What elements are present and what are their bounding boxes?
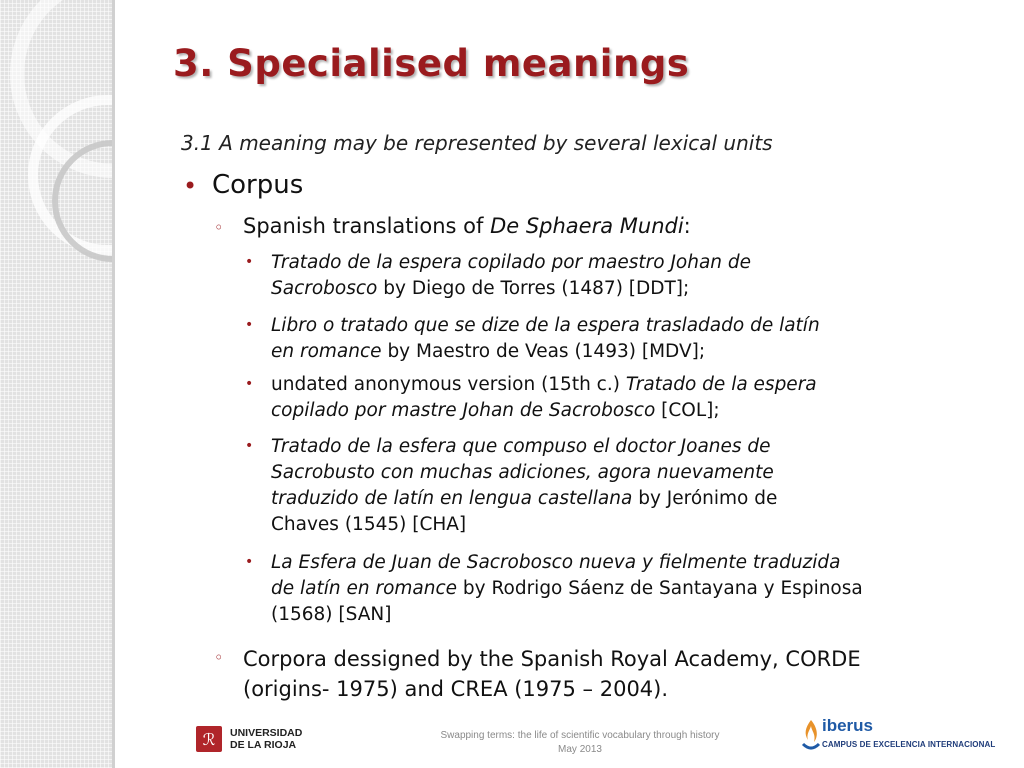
- university-name-line: DE LA RIOJA: [230, 739, 297, 751]
- subbullet-corpora: [243, 644, 861, 704]
- section-subtitle: 3.1 A meaning may be represented by several lexical units: [181, 131, 773, 155]
- item-italic: en romance: [271, 341, 382, 362]
- footer-date: May 2013: [558, 744, 602, 755]
- bullet-small: •: [245, 254, 254, 270]
- list-item: [271, 434, 777, 538]
- item-italic: Sacrobusto con muchas adiciones, agora nuevamente: [271, 462, 774, 483]
- slide-title: 3. Specialised meanings: [173, 42, 690, 85]
- item-line: [271, 276, 751, 302]
- university-name: [230, 727, 302, 751]
- item-line: [271, 486, 777, 512]
- item-italic: Tratado de la esfera que compuso el doctor Joanes de: [271, 436, 771, 457]
- item-plain: undated anonymous version (15th c.): [271, 374, 626, 395]
- item-line: [271, 372, 817, 398]
- bullet-circle: ◦: [214, 218, 224, 237]
- bullet-small: •: [245, 317, 254, 333]
- corpora-line: Corpora dessigned by the Spanish Royal Academy, CORDE: [243, 647, 861, 671]
- bullet-dot: •: [183, 172, 198, 200]
- item-italic: Tratado de la espera: [625, 374, 817, 395]
- item-plain: by Rodrigo Sáenz de Santayana y Espinosa: [457, 578, 863, 599]
- sub1-tail: :: [683, 214, 691, 238]
- item-italic: La Esfera de Juan de Sacrobosco nueva y fielmente traduzida: [271, 552, 841, 573]
- item-line: [271, 313, 820, 339]
- item-italic: copilado por mastre Johan de Sacrobosco: [271, 400, 656, 421]
- item-plain: Chaves (1545) [CHA]: [271, 514, 467, 535]
- item-line: [271, 434, 777, 460]
- item-plain: by Maestro de Veas (1493) [MDV];: [381, 341, 706, 362]
- bullet-corpus: Corpus: [212, 170, 304, 200]
- item-italic: traduzido de latín en lengua castellana: [271, 488, 633, 509]
- sub1-italic: De Sphaera Mundi: [490, 214, 684, 238]
- item-line: [271, 512, 777, 538]
- subbullet-spanish-translations: [243, 214, 691, 238]
- footer-title: Swapping terms: the life of scientific vocabulary through history: [440, 730, 720, 741]
- bullet-small: •: [245, 376, 254, 392]
- item-line: [271, 460, 777, 486]
- item-line: [271, 602, 863, 628]
- iberus-subtitle: CAMPUS DE EXCELENCIA INTERNACIONAL: [822, 740, 996, 749]
- list-item: [271, 313, 820, 365]
- iberus-name: iberus: [822, 716, 874, 735]
- item-line: [271, 550, 863, 576]
- flame-icon: [800, 718, 822, 754]
- item-plain: (1568) [SAN]: [271, 604, 392, 625]
- list-item: [271, 372, 817, 424]
- item-line: [271, 576, 863, 602]
- bullet-small: •: [245, 554, 254, 570]
- item-plain: by Jerónimo de: [632, 488, 778, 509]
- item-plain: by Diego de Torres (1487) [DDT];: [377, 278, 690, 299]
- university-name-line: UNIVERSIDAD: [230, 727, 303, 739]
- iberus-logo: [800, 716, 996, 756]
- list-item: [271, 550, 863, 628]
- item-italic: Tratado de la espera copilado por maestro Johan de: [271, 252, 752, 273]
- item-italic: Sacrobosco: [271, 278, 378, 299]
- item-line: [271, 398, 817, 424]
- university-emblem-icon: ℛ: [196, 726, 222, 752]
- list-item: [271, 250, 751, 302]
- item-plain: [COL];: [655, 400, 720, 421]
- bullet-circle: ◦: [214, 648, 224, 667]
- bullet-small: •: [245, 438, 254, 454]
- item-line: [271, 250, 751, 276]
- item-italic: de latín en romance: [271, 578, 458, 599]
- item-line: [271, 339, 820, 365]
- university-logo: [196, 726, 302, 752]
- item-italic: Libro o tratado que se dize de la espera trasladado de latín: [271, 315, 820, 336]
- footer-caption: [380, 729, 780, 757]
- sub1-text: Spanish translations of: [243, 214, 491, 238]
- corpora-line: (origins- 1975) and CREA (1975 – 2004).: [243, 677, 669, 701]
